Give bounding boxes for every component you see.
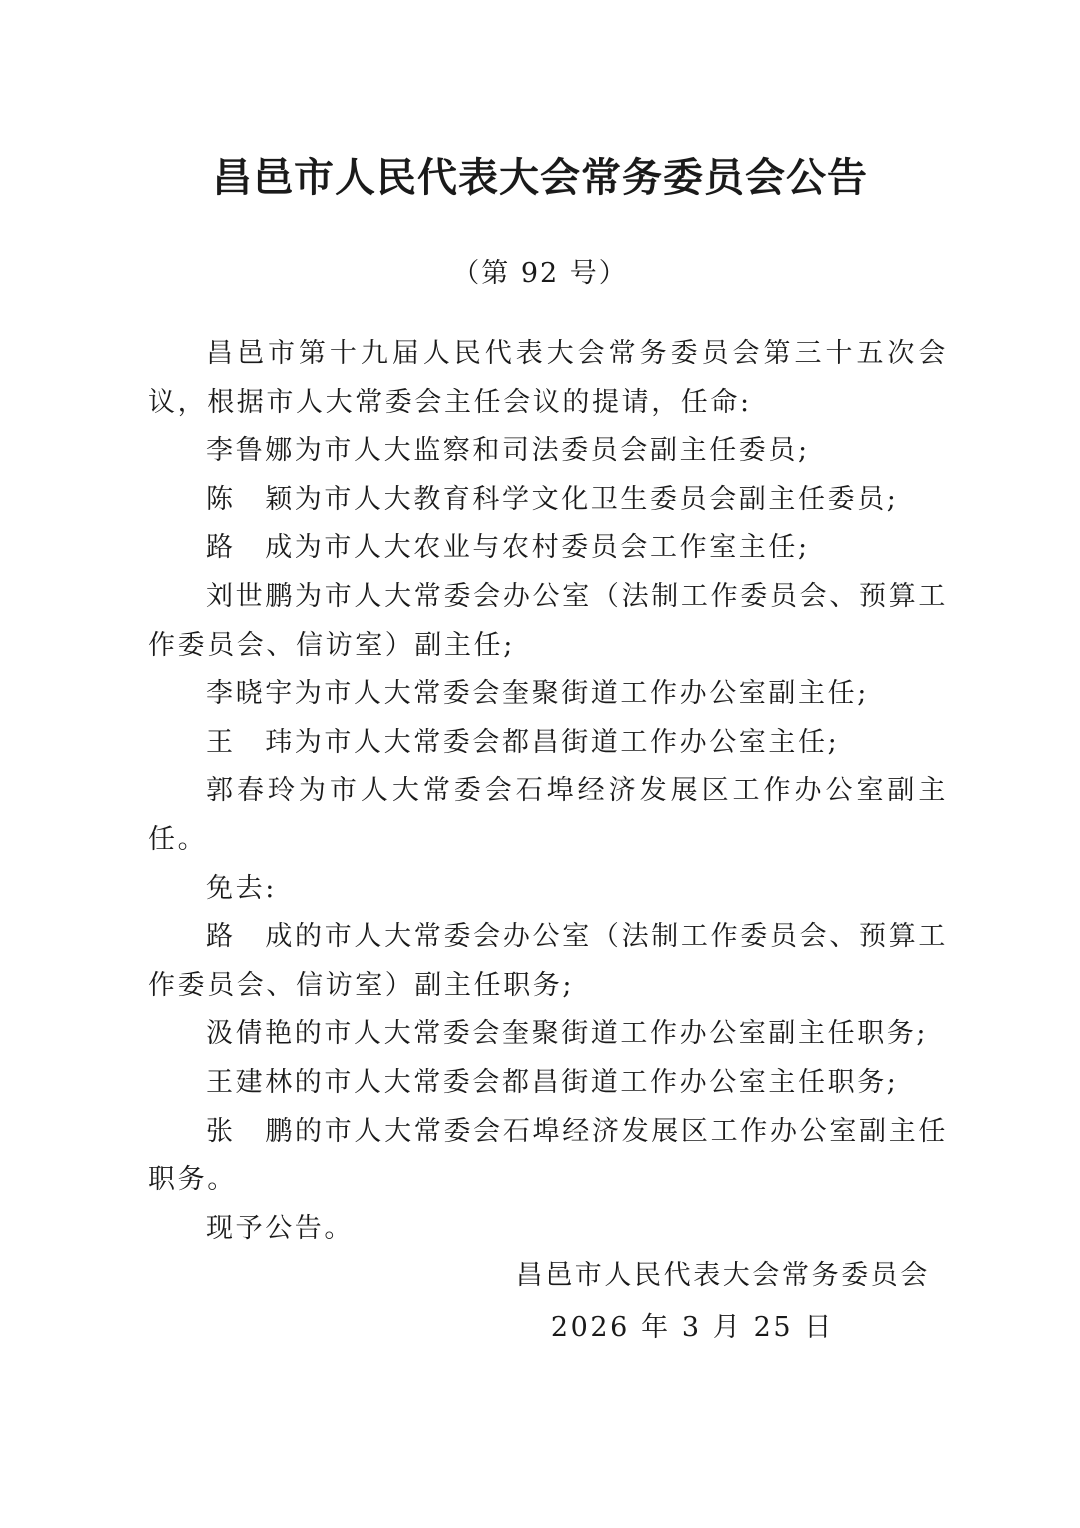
paragraph-removal: 王建林的市人大常委会都昌街道工作办公室主任职务; [206, 1066, 899, 1098]
paragraph-removal: 张 鹏的市人大常委会石埠经济发展区工作办公室副主任职务。 [148, 1115, 948, 1196]
paragraph-intro: 昌邑市第十九届人民代表大会常务委员会第三十五次会议，根据市人大常委会主任会议的提请，任命: [148, 338, 948, 418]
paragraph-appointment: 刘世鹏为市人大常委会办公室（法制工作委员会、预算工作委员会、信访室）副主任; [148, 580, 948, 661]
paragraph-removal-heading: 免去: [206, 872, 277, 904]
document-title: 昌邑市人民代表大会常务委员会公告 [212, 154, 868, 201]
paragraph-appointment: 李晓宇为市人大常委会奎聚街道工作办公室副主任; [206, 678, 869, 710]
paragraph-appointment: 路 成为市人大农业与农村委员会工作室主任; [206, 532, 810, 564]
paragraph-removal: 路 成的市人大常委会办公室（法制工作委员会、预算工作委员会、信访室）副主任职务; [148, 921, 948, 1001]
paragraph-appointment: 陈 颖为市人大教育科学文化卫生委员会副主任委员; [206, 483, 899, 515]
paragraph-appointment: 郭春玲为市人大常委会石埠经济发展区工作办公室副主任。 [148, 775, 948, 855]
signature-organization: 昌邑市人民代表大会常务委员会 [515, 1260, 930, 1291]
paragraph-appointment: 王 玮为市人大常委会都昌街道工作办公室主任; [206, 726, 840, 758]
announcement-number: （第 92 号） [452, 258, 628, 289]
paragraph-removal: 汲倩艳的市人大常委会奎聚街道工作办公室副主任职务; [206, 1018, 929, 1050]
paragraph-appointment: 李鲁娜为市人大监察和司法委员会副主任委员; [206, 435, 810, 467]
signature-date: 2026 年 3 月 25 日 [550, 1312, 834, 1343]
document-body [148, 330, 948, 1253]
signature-block [516, 1250, 930, 1354]
paragraph-closing: 现予公告。 [206, 1212, 354, 1244]
